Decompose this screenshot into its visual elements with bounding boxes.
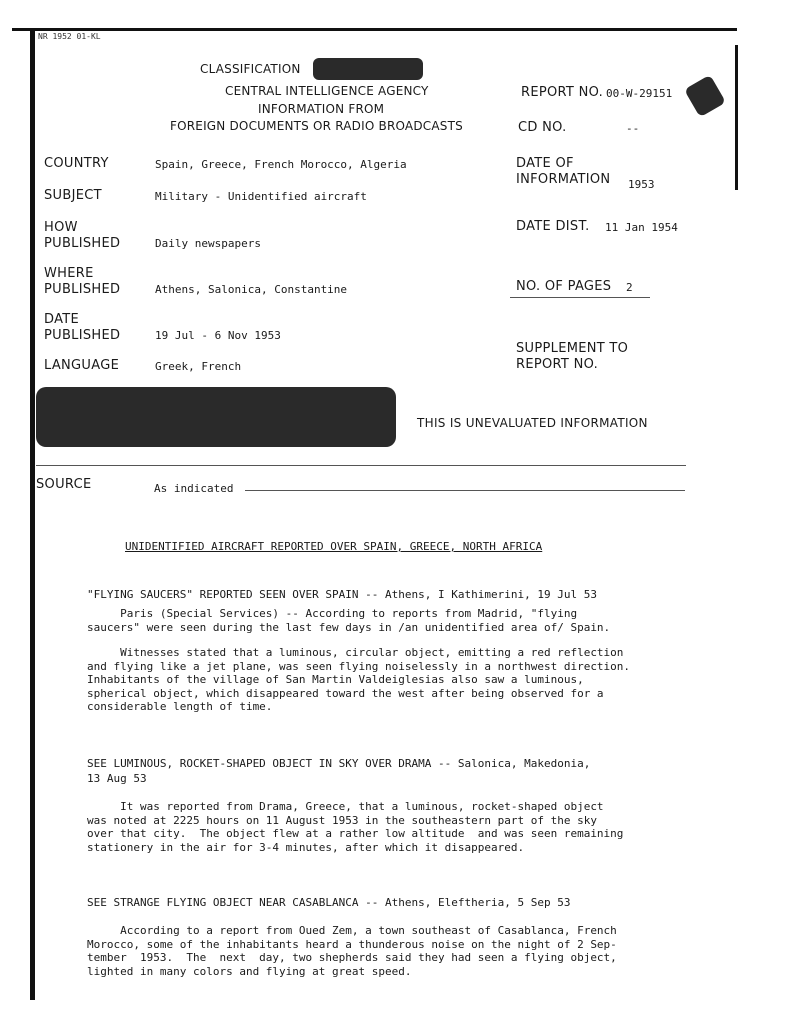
supplement-label-1: SUPPLEMENT TO <box>516 341 629 356</box>
left-margin-bar <box>30 30 35 1000</box>
top-border <box>12 28 737 31</box>
section-1-heading: "FLYING SAUCERS" REPORTED SEEN OVER SPAIN -- Athens, I Kathimerini, 19 Jul 53 <box>87 588 597 601</box>
distribution-redaction <box>36 387 396 447</box>
how-value: Daily newspapers <box>155 237 261 250</box>
report-title: UNIDENTIFIED AIRCRAFT REPORTED OVER SPAIN, GREECE, NORTH AFRICA <box>125 540 543 553</box>
how-label-2: PUBLISHED <box>44 236 121 251</box>
date-value: 19 Jul - 6 Nov 1953 <box>155 329 281 342</box>
unevaluated-notice: THIS IS UNEVALUATED INFORMATION <box>417 416 648 430</box>
classification-label: CLASSIFICATION <box>200 62 301 76</box>
section-1-paragraph-2: Witnesses stated that a luminous, circular object, emitting a red reflection and flying like a jet plane, was seen flying noiselessly in a northwest direction. Inhabitants of the village of San Martin Valdeiglesias also saw a luminous, spherical object, which disappeared toward the west after being observed for a considerable length of time. <box>87 646 631 713</box>
country-value: Spain, Greece, French Morocco, Algeria <box>155 158 407 171</box>
date-info-label-1: DATE OF <box>516 156 574 171</box>
report-stamp-mark <box>684 75 726 118</box>
source-rule <box>245 490 685 491</box>
cd-no-value: -- <box>626 122 640 135</box>
classification-redaction <box>313 58 423 80</box>
date-dist-value: 11 Jan 1954 <box>605 221 678 234</box>
supplement-label-2: REPORT NO. <box>516 357 599 372</box>
right-margin-bar <box>735 45 738 190</box>
source-label: SOURCE <box>36 477 92 492</box>
pages-value: 2 <box>626 281 633 294</box>
language-label: LANGUAGE <box>44 358 120 373</box>
how-label-1: HOW <box>44 220 78 235</box>
section-1-paragraph-1: Paris (Special Services) -- According to reports from Madrid, "flying saucers" were seen during the last few days in /an unidentified area of/ Spain. <box>87 607 611 634</box>
notice-rule <box>36 465 686 466</box>
agency-name: CENTRAL INTELLIGENCE AGENCY <box>225 84 429 98</box>
section-3-heading: SEE STRANGE FLYING OBJECT NEAR CASABLANCA -- Athens, Eleftheria, 5 Sep 53 <box>87 896 571 909</box>
source-type-label: FOREIGN DOCUMENTS OR RADIO BROADCASTS <box>170 119 463 133</box>
where-label-1: WHERE <box>44 266 94 281</box>
pages-rule <box>510 297 650 298</box>
report-no-value: 00-W-29151 <box>606 87 673 100</box>
date-info-label-2: INFORMATION <box>516 172 611 187</box>
date-info-value: 1953 <box>628 178 655 191</box>
section-2-heading-line-2: 13 Aug 53 <box>87 772 147 785</box>
language-value: Greek, French <box>155 360 242 373</box>
date-label-2: PUBLISHED <box>44 328 121 343</box>
date-dist-label: DATE DIST. <box>516 219 590 234</box>
cd-no-label: CD NO. <box>518 120 567 135</box>
corner-stamp: NR 1952 01-KL <box>38 32 101 41</box>
report-no-label: REPORT NO. <box>521 85 604 100</box>
section-2-heading: SEE LUMINOUS, ROCKET-SHAPED OBJECT IN SKY OVER DRAMA -- Salonica, Makedonia, <box>87 757 591 770</box>
subject-value: Military - Unidentified aircraft <box>155 190 367 203</box>
section-2-paragraph-1: It was reported from Drama, Greece, that a luminous, rocket-shaped object was noted at 2225 hours on 11 August 1953 in the southeastern part of the sky over that city. The object flew at a rather low altitude and was seen remaining stationery in the air for 3-4 minutes, after which it disappeared. <box>87 800 624 854</box>
country-label: COUNTRY <box>44 156 109 171</box>
where-label-2: PUBLISHED <box>44 282 121 297</box>
source-value: As indicated <box>154 482 234 495</box>
pages-label: NO. OF PAGES <box>516 279 612 294</box>
subject-label: SUBJECT <box>44 188 102 203</box>
date-label-1: DATE <box>44 312 80 327</box>
info-from-label: INFORMATION FROM <box>258 102 385 116</box>
section-3-paragraph-1: According to a report from Oued Zem, a town southeast of Casablanca, French Morocco, some of the inhabitants heard a thunderous noise on the night of 2 Sep- tember 1953. The next day, two shepherds said they had seen a flying object, lighted in many colors and flying at great speed. <box>87 924 617 978</box>
where-value: Athens, Salonica, Constantine <box>155 283 348 296</box>
